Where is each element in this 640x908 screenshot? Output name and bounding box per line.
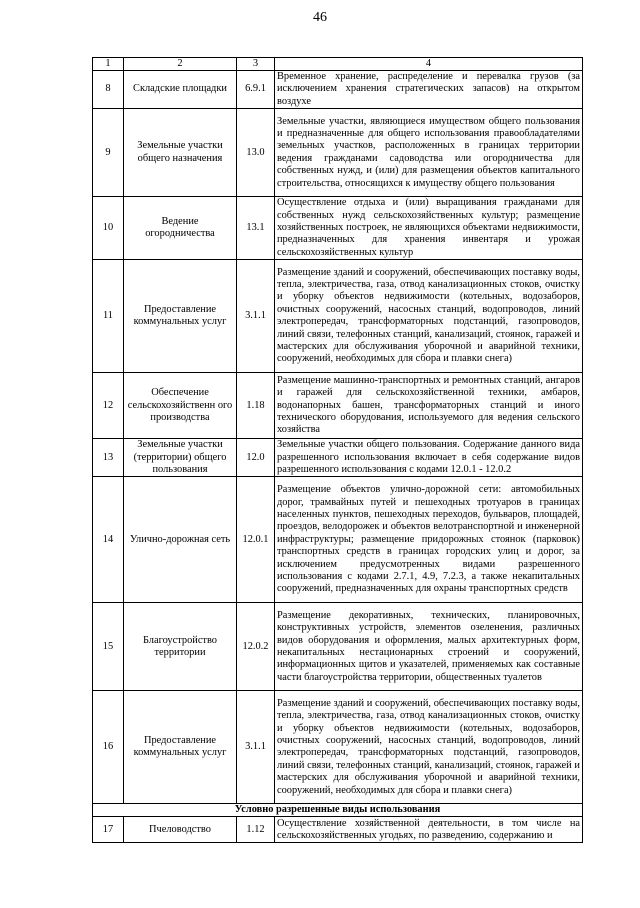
use-description: Размещение декоративных, технических, планировочных, конструктивных устройств, элементов озеленения, различных видов оборудования и оформления, малых архитектурных форм, некапитальных нестационарных строений и сооружений, информационных щитов и указателей, применяемых как составные части благоустройства территории, общественных туалетов (275, 603, 583, 691)
table-row (93, 109, 583, 197)
table-row (93, 197, 583, 260)
row-number: 13 (93, 439, 124, 477)
row-number: 17 (93, 817, 124, 843)
use-name: Предоставление коммунальных услуг (124, 260, 237, 373)
section-header-row (93, 804, 583, 817)
use-description: Осуществление отдыха и (или) выращивания гражданами для собственных нужд сельскохозяйственных культур; размещение хозяйственных построек, не являющихся объектами недвижимости, предназначенных для хранения инвентаря и урожая сельскохозяйственных культур (275, 197, 583, 260)
use-code: 1.18 (237, 373, 275, 439)
use-code: 12.0.1 (237, 477, 275, 603)
page-number: 46 (313, 10, 327, 25)
use-description: Земельные участки общего пользования. Содержание данного вида разрешенного использования включает в себя содержание видов разрешенного использования с кодами 12.0.1 - 12.0.2 (275, 439, 583, 477)
use-name: Улично-дорожная сеть (124, 477, 237, 603)
use-description: Размещение зданий и сооружений, обеспечивающих поставку воды, тепла, электричества, газа, отвод канализационных стоков, очистку и уборку объектов недвижимости (котельных, водозаборов, очистных сооружений, насосных станций, водопроводов, линий электропередач, трансформаторных подстанций, газопроводов, линий связи, телефонных станций, канализаций, стоянок, гаражей и мастерских для обслуживания уборочной и аварийной техники, сооружений, необходимых для сбора и плавки снега) (275, 260, 583, 373)
table-header-row (93, 58, 583, 71)
row-number: 10 (93, 197, 124, 260)
use-name: Благоустройство территории (124, 603, 237, 691)
header-col-1: 1 (93, 58, 124, 71)
use-code: 12.0 (237, 439, 275, 477)
row-number: 16 (93, 691, 124, 804)
use-code: 1.12 (237, 817, 275, 843)
table-row (93, 691, 583, 804)
use-description: Земельные участки, являющиеся имуществом общего пользования и предназначенные для общего использования правообладателями земельных участков, расположенных в границах территории ведения гражданами садоводства или огородничества для собственных нужд, и (или) для размещения объектов капитального строительства, относящихся к имуществу общего пользования (275, 109, 583, 197)
use-name: Предоставление коммунальных услуг (124, 691, 237, 804)
row-number: 12 (93, 373, 124, 439)
table-row (93, 260, 583, 373)
use-description: Размещение зданий и сооружений, обеспечивающих поставку воды, тепла, электричества, газа, отвод канализационных стоков, очистку и уборку объектов недвижимости (котельных, водозаборов, очистных сооружений, насосных станций, водопроводов, линий электропередач, трансформаторных подстанций, газопроводов, линий связи, телефонных станций, канализаций, стоянок, гаражей и мастерских для обслуживания уборочной и аварийной техники, сооружений, необходимых для сбора и плавки снега) (275, 691, 583, 804)
table-row (93, 477, 583, 603)
use-description: Осуществление хозяйственной деятельности, в том числе на сельскохозяйственных угодьях, по разведению, содержанию и (275, 817, 583, 843)
use-code: 13.1 (237, 197, 275, 260)
table-row (93, 71, 583, 109)
use-code: 12.0.2 (237, 603, 275, 691)
use-name: Обеспечение сельскохозяйственн ого производства (124, 373, 237, 439)
row-number: 14 (93, 477, 124, 603)
table-row (93, 439, 583, 477)
land-use-table (92, 57, 583, 843)
section-title: Условно разрешенные виды использования (93, 804, 583, 817)
use-name: Складские площадки (124, 71, 237, 109)
row-number: 8 (93, 71, 124, 109)
use-name: Ведение огородничества (124, 197, 237, 260)
table-row (93, 373, 583, 439)
row-number: 9 (93, 109, 124, 197)
use-code: 3.1.1 (237, 260, 275, 373)
use-name: Земельные участки общего назначения (124, 109, 237, 197)
header-col-3: 3 (237, 58, 275, 71)
header-col-2: 2 (124, 58, 237, 71)
row-number: 11 (93, 260, 124, 373)
use-description: Размещение объектов улично-дорожной сети: автомобильных дорог, трамвайных путей и пешеходных тротуаров в границах населенных пунктов, пешеходных переходов, бульваров, площадей, проездов, велодорожек и объектов велотранспортной и инженерной инфраструктуры; размещение придорожных стоянок (парковок) транспортных средств в границах городских улиц и дорог, за исключением предусмотренных видами разрешенного использования с кодами 2.7.1, 4.9, 7.2.3, а также некапитальных сооружений, предназначенных для охраны транспортных средств (275, 477, 583, 603)
use-name: Земельные участки (территории) общего пользования (124, 439, 237, 477)
table-row (93, 603, 583, 691)
header-col-4: 4 (275, 58, 583, 71)
use-name: Пчеловодство (124, 817, 237, 843)
use-code: 13.0 (237, 109, 275, 197)
use-code: 6.9.1 (237, 71, 275, 109)
use-description: Размещение машинно-транспортных и ремонтных станций, ангаров и гаражей для сельскохозяйственной техники, амбаров, водонапорных башен, трансформаторных станций и иного технического оборудования, используемого для ведения сельского хозяйства (275, 373, 583, 439)
use-code: 3.1.1 (237, 691, 275, 804)
table-row (93, 817, 583, 843)
row-number: 15 (93, 603, 124, 691)
use-description: Временное хранение, распределение и перевалка грузов (за исключением хранения стратегических запасов) на открытом воздухе (275, 71, 583, 109)
